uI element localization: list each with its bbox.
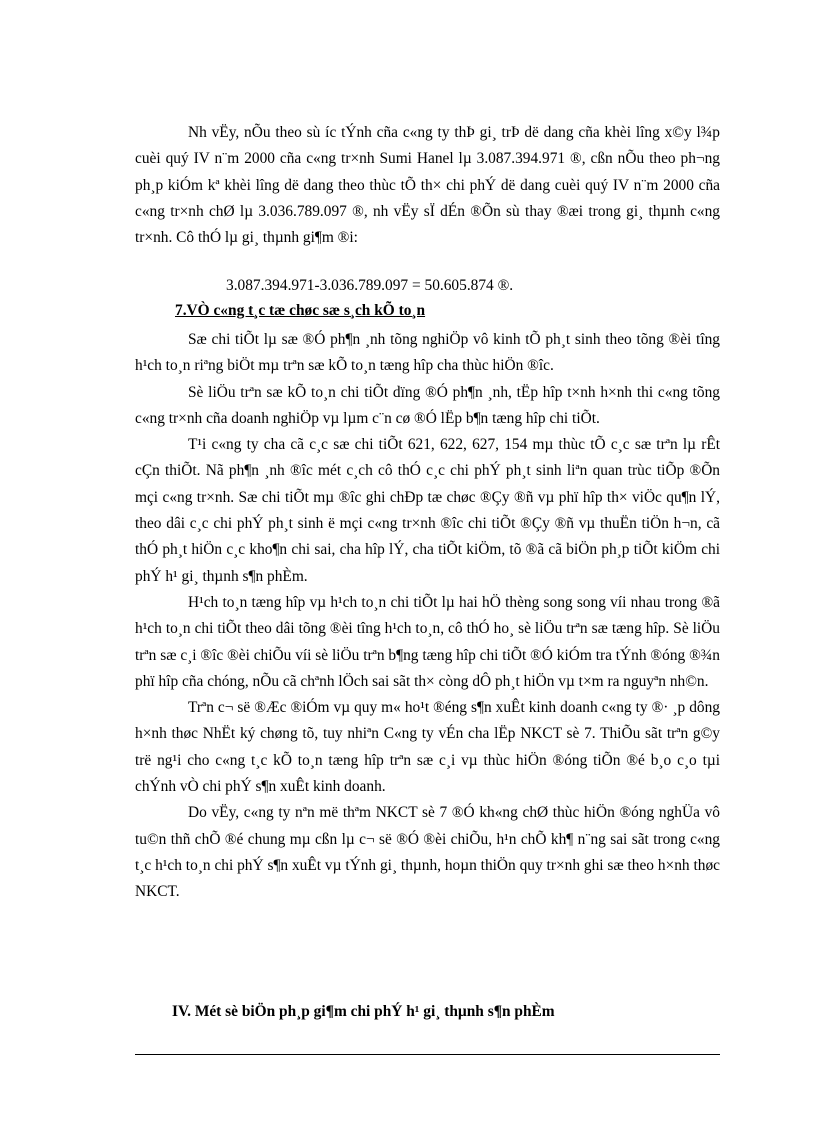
paragraph-block-1 <box>135 120 720 251</box>
paragraph-accounting-systems: H¹ch to¸n tæng hîp vµ h¹ch to¸n chi tiÕt lµ hai hÖ thèng song song víi nhau trong ®ã h¹ch to¸n chi tiÕt theo dâi tõng ®èi tîng h¹ch to¸n, cô thÓ ho¸ sè liÖu trªn sæ tæng hîp. Sè liÖu trªn sæ c¸i ®îc ®èi chiÕu víi sè liÖu trªn b¶ng tæng hîp chi tiÕt ®Ó kiÓm tra tÝnh ®óng ®¾n phï hîp cña chóng, nÕu cã chªnh lÖch sai sãt th× còng dÔ ph¸t hiÖn vµ t×m ra nguyªn nh©n. <box>135 593 720 690</box>
footer-divider <box>135 1054 720 1055</box>
paragraph-estimate: Nh vËy, nÕu theo sù íc tÝnh cña c«ng ty thÞ gi¸ trÞ dë dang cña khèi lîng x©y l¾p cuèi quý IV n¨m 2000 cña c«ng tr×nh Sumi Hanel lµ 3.087.394.971 ®, cßn nÕu theo ph¬ng ph¸p kiÓm kª khèi lîng dë dang theo thùc tÕ th× chi phÝ dë dang cuèi quý IV n¨m 2000 cña c«ng tr×nh chØ lµ 3.036.789.097 ®, nh vËy sÏ dÉn ®Õn sù thay ®æi trong gi¸ thµnh c«ng tr×nh. Cô thÓ lµ gi¸ thµnh gi¶m ®i: <box>135 124 720 247</box>
paragraph-block-2 <box>135 327 720 906</box>
paragraph-ledger-data: Sè liÖu trªn sæ kÕ to¸n chi tiÕt dïng ®Ó ph¶n ¸nh, tËp hîp t×nh h×nh thi c«ng tõng c«ng tr×nh cña doanh nghiÖp vµ lµm c¨n cø ®Ó lËp b¶n tæng hîp chi tiÕt. <box>135 383 720 427</box>
paragraph-company-ledgers: T¹i c«ng ty cha cã c¸c sæ chi tiÕt 621, 622, 627, 154 mµ thùc tÕ c¸c sæ trªn lµ rÊt cÇn thiÕt. Nã ph¶n ¸nh ®îc mét c¸ch cô thÓ c¸c chi phÝ ph¸t sinh liªn quan trùc tiÕp ®Õn mçi c«ng tr×nh. Sæ chi tiÕt mµ ®îc ghi chÐp tæ chøc ®Çy ®ñ vµ phï hîp th× viÖc qu¶n lÝ, theo dâi c¸c chi phÝ ph¸t sinh ë mçi c«ng tr×nh ®îc chi tiÕt ®Çy ®ñ vµ thuËn tiÖn h¬n, cã thÓ ph¸t hiÖn c¸c kho¶n chi sai, cha hîp lÝ, cha tiÕt kiÖm, tõ ®ã cã biÖn ph¸p tiÕt kiÖm chi phÝ h¹ gi¸ thµnh s¶n phÈm. <box>135 436 720 585</box>
paragraph-detail-ledger: Sæ chi tiÕt lµ sæ ®Ó ph¶n ¸nh tõng nghiÖp vô kinh tÕ ph¸t sinh theo tõng ®èi tîng h¹ch to¸n riªng biÖt mµ trªn sæ kÕ to¸n tæng hîp cha thùc hiÖn ®îc. <box>135 331 720 375</box>
paragraph-journal-form: Trªn c¬ së ®Æc ®iÓm vµ quy m« ho¹t ®éng s¶n xuÊt kinh doanh c«ng ty ®· ¸p dông h×nh thøc NhËt ký chøng tõ, tuy nhiªn C«ng ty vÉn cha lËp NKCT sè 7. ThiÕu sãt trªn g©y trë ng¹i cho c«ng t¸c kÕ to¸n tæng hîp trªn sæ c¸i vµ thùc hiÖn ®óng tiÕn ®é b¸o c¸o tµi chÝnh vÒ chi phÝ s¶n xuÊt kinh doanh. <box>135 699 720 796</box>
cost-difference-formula: 3.087.394.971-3.036.789.097 = 50.605.874 ®. <box>226 277 514 294</box>
section-heading-7: 7.VÒ c«ng t¸c tæ chøc sæ s¸ch kÕ to¸n <box>175 302 426 319</box>
paragraph-recommendation: Do vËy, c«ng ty nªn më thªm NKCT sè 7 ®Ó kh«ng chØ thùc hiÖn ®óng nghÜa vô tu©n thñ chÕ ®é chung mµ cßn lµ c¬ së ®Ó ®èi chiÕu, h¹n chÕ kh¶ n¨ng sai sãt trong c«ng t¸c h¹ch to¸n chi phÝ s¶n xuÊt vµ tÝnh gi¸ thµnh, hoµn thiÖn quy tr×nh ghi sæ theo h×nh thøc NKCT. <box>135 804 720 901</box>
section-heading-iv: IV. Mét sè biÖn ph¸p gi¶m chi phÝ h¹ gi¸ thµnh s¶n phÈm <box>172 1003 555 1020</box>
